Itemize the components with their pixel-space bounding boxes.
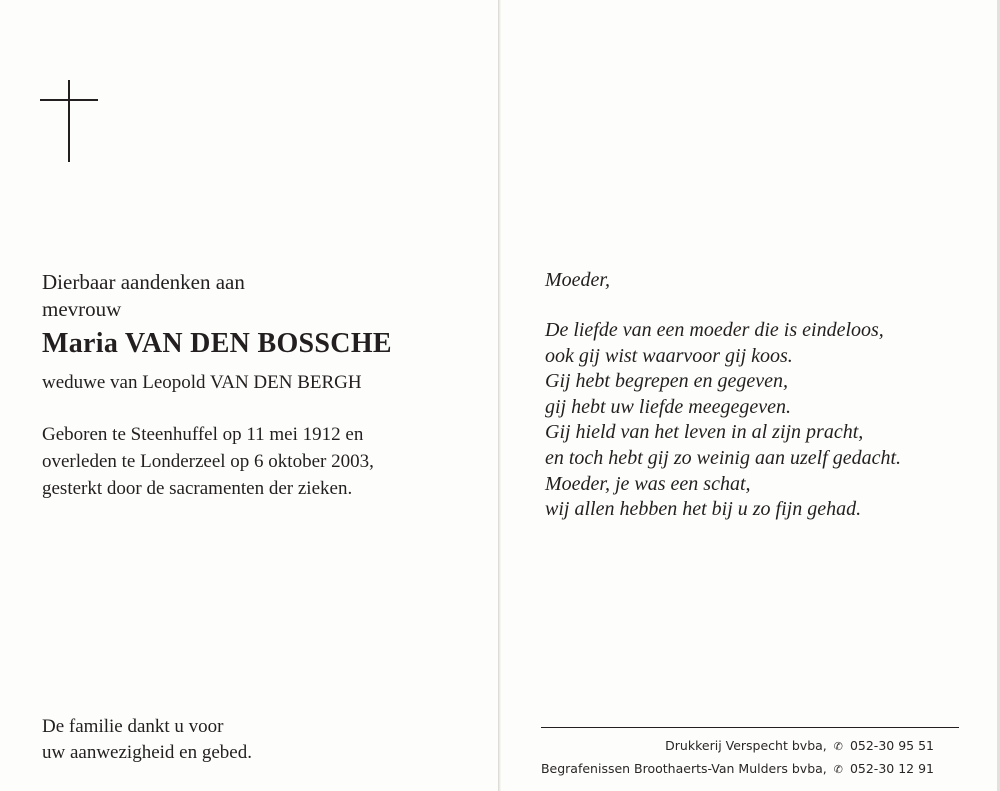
poem-line: gij hebt uw liefde meegegeven. (545, 395, 792, 418)
widow-of: weduwe van Leopold VAN DEN BERGH (42, 372, 362, 393)
funeral-home-phone: 052-30 12 91 (849, 761, 934, 776)
bio-line: Geboren te Steenhuffel op 11 mei 1912 en (42, 424, 364, 445)
deceased-name: Maria VAN DEN BOSSCHE (42, 328, 392, 359)
poem-line: Gij hebt begrepen en gegeven, (545, 370, 789, 393)
biography (42, 421, 374, 502)
poem-line: ook gij wist waarvoor gij koos. (545, 344, 793, 367)
poem-line: wij allen hebben het bij u zo fijn gehad. (545, 498, 862, 521)
cross-vertical-bar (68, 80, 70, 162)
credits-divider (541, 727, 959, 728)
printer-phone: 052-30 95 51 (849, 738, 934, 753)
phone-icon: ✆ (833, 763, 843, 776)
printer-line (541, 735, 934, 758)
card-fold (498, 0, 501, 791)
printer-name: Drukkerij Verspecht bvba, (665, 738, 827, 753)
bio-line: overleden te Londerzeel op 6 oktober 2003, (42, 451, 374, 472)
family-thanks (42, 714, 252, 766)
bio-line: gesterkt door de sacramenten der zieken. (42, 478, 353, 499)
intro-line-1: Dierbaar aandenken aan (42, 270, 245, 294)
cross-horizontal-bar (40, 99, 98, 101)
thanks-line: uw aanwezigheid en gebed. (42, 742, 252, 763)
poem-line: De liefde van een moeder die is eindeloos, (545, 319, 884, 341)
thanks-line: De familie dankt u voor (42, 716, 224, 737)
intro-line-2: mevrouw (42, 297, 122, 321)
poem (545, 318, 901, 523)
funeral-line (541, 758, 934, 781)
poem-line: Moeder, je was een schat, (545, 472, 751, 495)
poem-line: Gij hield van het leven in al zijn pracht, (545, 421, 864, 444)
poem-title: Moeder, (545, 269, 610, 291)
phone-icon: ✆ (833, 740, 843, 753)
funeral-home-name: Begrafenissen Broothaerts-Van Mulders bvba, (540, 761, 827, 776)
poem-line: en toch hebt gij zo weinig aan uzelf gedacht. (545, 446, 902, 469)
printer-credits (541, 735, 934, 781)
